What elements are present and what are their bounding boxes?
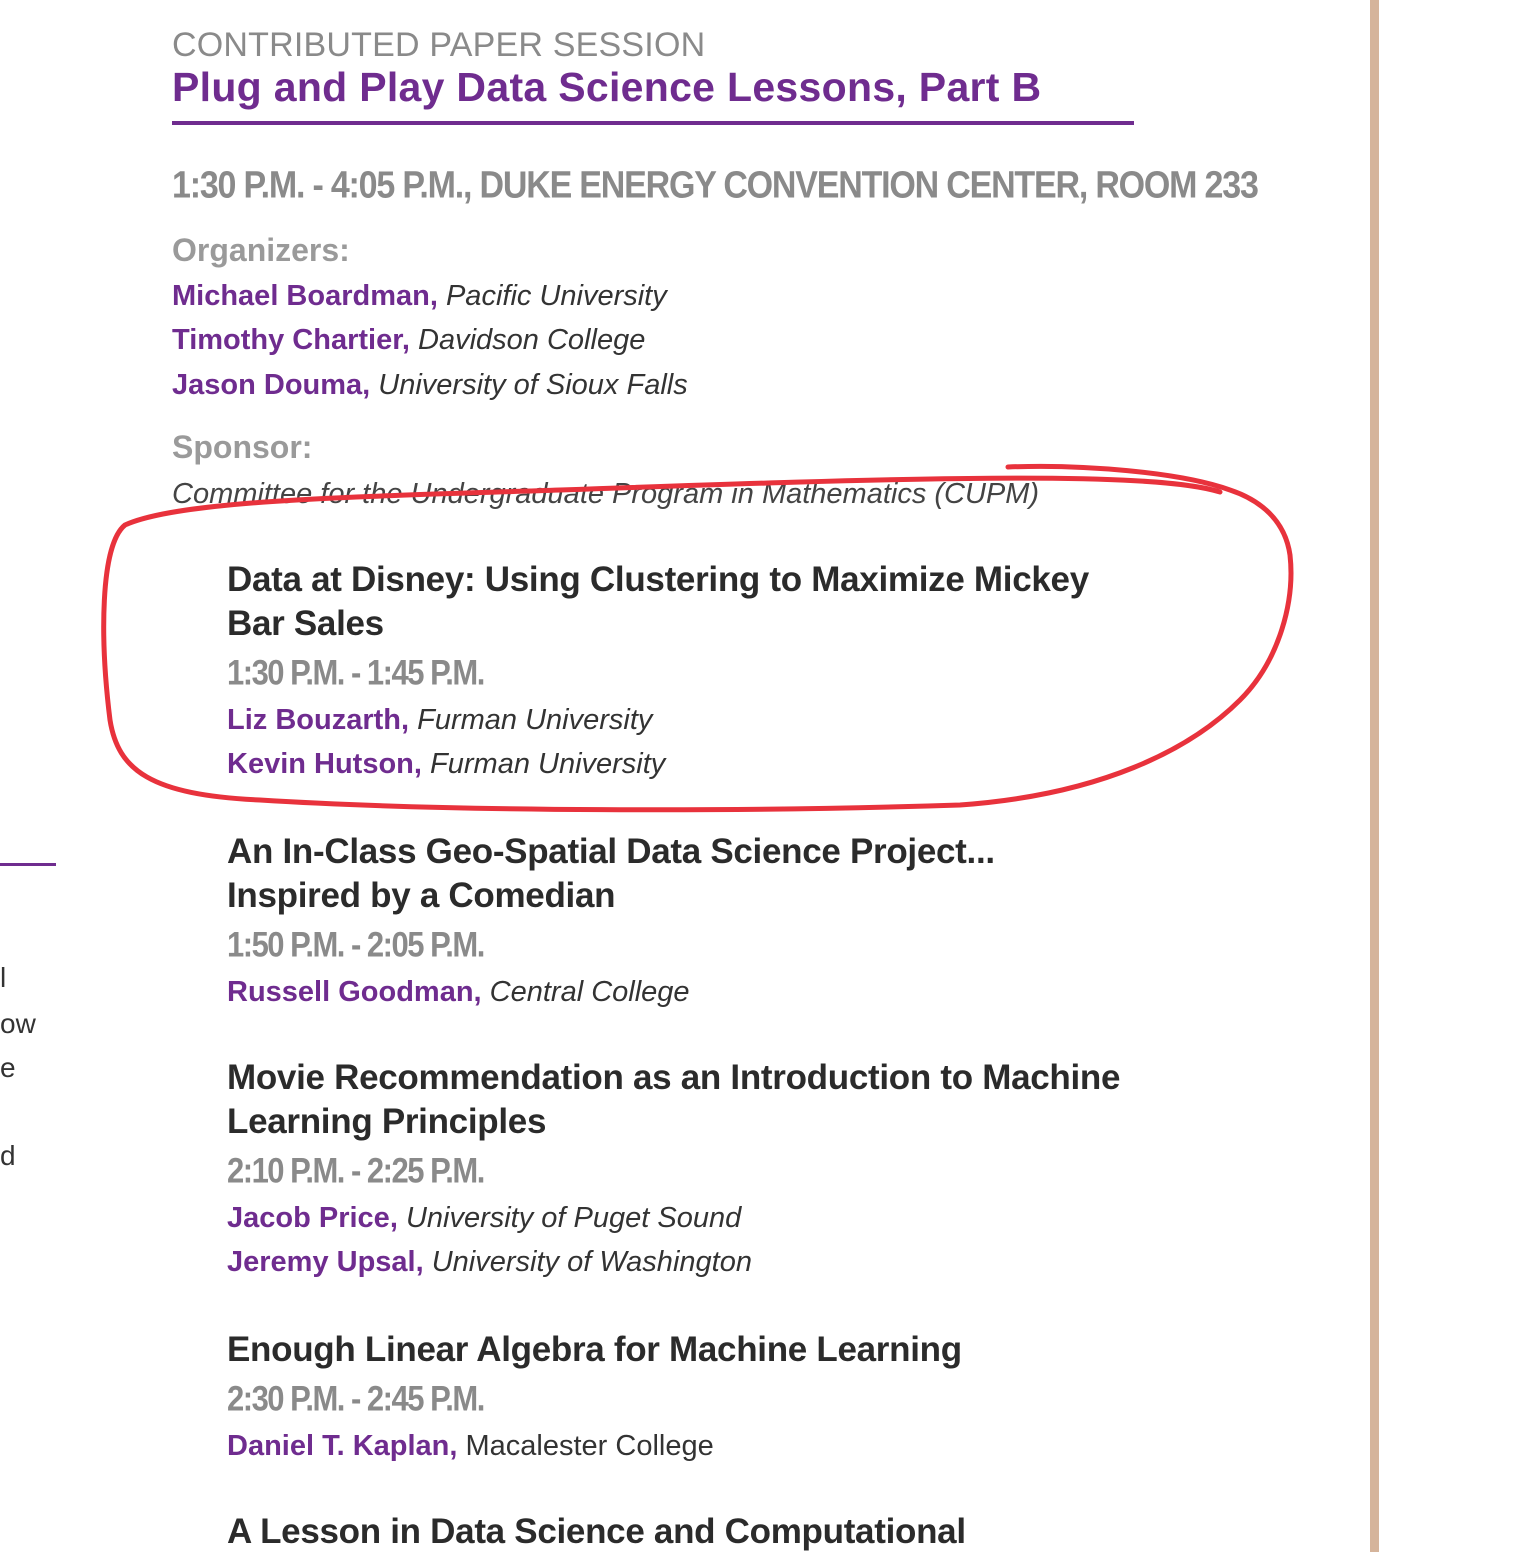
speaker-name: Jeremy Upsal, [227, 1246, 424, 1278]
talk-time: 2:10 P.M. - 2:25 P.M. [227, 1150, 484, 1191]
speaker-row [227, 1424, 1127, 1468]
speaker-row [227, 1196, 1127, 1240]
talk-title: Data at Disney: Using Clustering to Maximize Mickey Bar Sales [227, 560, 1089, 643]
talk-item [227, 1510, 1127, 1554]
organizer-affiliation: Davidson College [418, 324, 646, 356]
session-type-label: CONTRIBUTED PAPER SESSION [172, 26, 706, 64]
page-edge-rule [1370, 0, 1379, 1552]
speaker-affiliation: University of Washington [431, 1246, 752, 1278]
speaker-affiliation: University of Puget Sound [405, 1202, 742, 1234]
talk-item [227, 1056, 1127, 1284]
title-divider [172, 121, 1134, 125]
speaker-row [227, 742, 1127, 786]
organizer-name: Michael Boardman, [172, 280, 438, 312]
session-time-location: 1:30 P.M. - 4:05 P.M., DUKE ENERGY CONVENTION CENTER, ROOM 233 [172, 164, 1258, 207]
organizers-heading: Organizers: [172, 232, 350, 268]
organizer-row [172, 369, 688, 402]
speaker-name: Russell Goodman, [227, 976, 482, 1008]
organizer-name: Jason Douma, [172, 369, 371, 401]
speaker-affiliation: Central College [489, 976, 690, 1008]
speaker-name: Jacob Price, [227, 1202, 398, 1234]
left-column-fragment: l [0, 962, 7, 993]
talk-title: Enough Linear Algebra for Machine Learning [227, 1330, 962, 1369]
talk-time: 1:50 P.M. - 2:05 P.M. [227, 924, 484, 965]
speaker-affiliation: Furman University [417, 704, 653, 736]
session-title: Plug and Play Data Science Lessons, Part B [172, 64, 1042, 110]
organizer-row [172, 280, 667, 313]
speaker-name: Kevin Hutson, [227, 748, 422, 780]
speaker-affiliation: Furman University [430, 748, 666, 780]
organizer-name: Timothy Chartier, [172, 324, 410, 356]
speaker-name: Daniel T. Kaplan, [227, 1430, 458, 1462]
left-column-fragment: e [0, 1052, 16, 1083]
speaker-row [227, 970, 1127, 1014]
speaker-affiliation: Macalester College [465, 1430, 714, 1462]
talk-title: A Lesson in Data Science and Computational [227, 1512, 966, 1551]
left-column-fragment: ow [0, 1008, 36, 1039]
speaker-row [227, 698, 1127, 742]
sponsor-name: Committee for the Undergraduate Program in Mathematics (CUPM) [172, 478, 1040, 510]
sponsor-heading: Sponsor: [172, 429, 313, 465]
talk-item [227, 830, 1127, 1014]
organizer-affiliation: Pacific University [445, 280, 667, 312]
organizer-affiliation: University of Sioux Falls [378, 369, 688, 401]
speaker-name: Liz Bouzarth, [227, 704, 410, 736]
organizer-row [172, 324, 645, 357]
talk-item [227, 1328, 1127, 1468]
talk-time: 2:30 P.M. - 2:45 P.M. [227, 1378, 484, 1419]
talk-item [227, 558, 1127, 786]
left-column-fragment: d [0, 1140, 16, 1171]
talk-time: 1:30 P.M. - 1:45 P.M. [227, 652, 484, 693]
talk-title: An In-Class Geo-Spatial Data Science Project... Inspired by a Comedian [227, 832, 995, 915]
talk-title: Movie Recommendation as an Introduction to Machine Learning Principles [227, 1058, 1121, 1141]
speaker-row [227, 1240, 1127, 1284]
left-column-rule [0, 863, 56, 866]
